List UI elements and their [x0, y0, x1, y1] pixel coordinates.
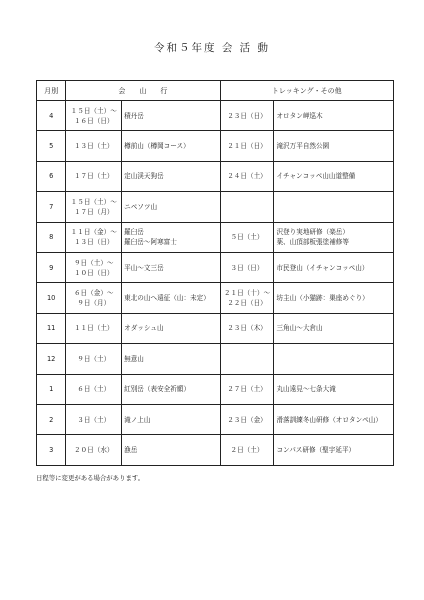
trekking-date-cell-line: ２１日（日）	[227, 142, 267, 151]
trekking-name-cell	[274, 222, 394, 252]
header-trekking: トレッキング・その他	[220, 81, 394, 101]
trekking-date-cell	[220, 161, 274, 191]
table-row	[37, 192, 394, 222]
trekking-date-cell	[220, 313, 274, 343]
mountain-name-cell-line: 羅臼岳～阿寒富士	[124, 238, 177, 247]
mountain-date-cell-line: １１日（金）～	[70, 228, 117, 237]
month-cell: 3	[37, 435, 66, 465]
mountain-date-cell	[66, 404, 122, 434]
trekking-date-cell	[220, 222, 274, 252]
header-mountain: 会 山 行	[66, 81, 220, 101]
trekking-name-cell	[274, 313, 394, 343]
trekking-date-cell	[220, 283, 274, 313]
mountain-date-cell-line: ９日（月）	[77, 299, 111, 308]
trekking-name-cell	[274, 161, 394, 191]
table-row	[37, 344, 394, 374]
month-cell: 2	[37, 404, 66, 434]
mountain-date-cell-line: １５日（土）～	[70, 197, 117, 206]
trekking-date-cell	[220, 374, 274, 404]
mountain-name-cell-line: 積丹岳	[124, 111, 144, 120]
mountain-date-cell-line: ９日（土）～	[73, 258, 114, 267]
trekking-name-cell-line: 滝沢万平自然公園	[276, 142, 330, 151]
month-cell: 6	[37, 161, 66, 191]
mountain-date-cell-line: １６日（日）	[73, 116, 114, 125]
table-row	[37, 435, 394, 465]
trekking-name-cell-line: 沢登り実地研修（楽岳）	[276, 228, 349, 237]
mountain-date-cell-line: １０日（日）	[73, 268, 114, 277]
mountain-name-cell	[122, 435, 220, 465]
mountain-date-cell	[66, 101, 122, 131]
trekking-date-cell-line: ３日（日）	[230, 263, 264, 272]
trekking-date-cell-line: ２日（土）	[230, 445, 264, 454]
trekking-date-cell-line: ５日（土）	[230, 233, 264, 242]
month-cell: 11	[37, 313, 66, 343]
mountain-date-cell	[66, 192, 122, 222]
trekking-name-cell-line: 三角山～大倉山	[276, 324, 323, 333]
table-row	[37, 313, 394, 343]
mountain-name-cell-line: 樽前山（樽岡コース）	[124, 142, 190, 151]
table-row	[37, 161, 394, 191]
trekking-name-cell	[274, 283, 394, 313]
table-row	[37, 222, 394, 252]
table-row	[37, 101, 394, 131]
trekking-date-cell	[220, 404, 274, 434]
mountain-date-cell-line: １７日（月）	[73, 207, 114, 216]
trekking-date-cell	[220, 252, 274, 282]
trekking-name-cell-line: コンパス研修（聖宇延平）	[276, 445, 356, 454]
page-title: 令和５年度 会 活 動	[153, 42, 270, 54]
mountain-name-cell-line: ニペソツ山	[124, 202, 158, 211]
mountain-date-cell	[66, 435, 122, 465]
mountain-name-cell-line: 紅別岳（表安全祈願）	[124, 385, 191, 394]
mountain-name-cell-line: 漁岳	[124, 445, 138, 454]
month-cell: 10	[37, 283, 66, 313]
trekking-date-cell	[220, 192, 274, 222]
mountain-date-cell	[66, 283, 122, 313]
trekking-name-cell-line: 薬、山頂部板張塗補修等	[276, 238, 349, 247]
mountain-name-cell-line: オダッシュ山	[124, 324, 164, 333]
mountain-date-cell-line: ６日（土）	[77, 385, 111, 394]
month-cell: 8	[37, 222, 66, 252]
trekking-name-cell-line: 丸山遠見～七条大滝	[276, 385, 336, 394]
trekking-name-cell-line: 滑落訓練冬山研修（オロタンペ山）	[276, 415, 382, 424]
trekking-date-cell-line: ２３日（木）	[227, 324, 267, 333]
trekking-name-cell	[274, 131, 394, 161]
trekking-name-cell	[274, 404, 394, 434]
trekking-date-cell	[220, 344, 274, 374]
table-row	[37, 252, 394, 282]
trekking-name-cell-line: 坊主山（小猫跡：巣座めぐり）	[276, 294, 369, 303]
trekking-name-cell	[274, 344, 394, 374]
mountain-date-cell-line: ６日（金）～	[73, 289, 114, 298]
trekking-name-cell-line: イチャンコッペ山山道整備	[276, 172, 356, 181]
schedule-table	[36, 80, 394, 466]
trekking-date-cell-line: ２４日（土）	[227, 172, 267, 181]
mountain-name-cell-line: 羅臼岳	[124, 228, 144, 237]
table-header-row	[37, 81, 394, 101]
month-cell: 5	[37, 131, 66, 161]
month-cell: 7	[37, 192, 66, 222]
mountain-date-cell-line: １３日（日）	[73, 238, 114, 247]
mountain-name-cell	[122, 404, 220, 434]
mountain-date-cell	[66, 222, 122, 252]
mountain-name-cell-line: 東北の山へ遠征（山：未定）	[124, 294, 210, 303]
table-row	[37, 283, 394, 313]
mountain-name-cell-line: 無意山	[124, 354, 144, 363]
trekking-name-cell	[274, 374, 394, 404]
month-cell: 4	[37, 101, 66, 131]
mountain-name-cell-line: 平山～文三岳	[124, 263, 164, 272]
trekking-name-cell	[274, 435, 394, 465]
mountain-date-cell	[66, 252, 122, 282]
mountain-name-cell	[122, 101, 220, 131]
mountain-name-cell	[122, 192, 220, 222]
footnote: 日程等に変更がある場合があります。	[36, 474, 145, 482]
mountain-date-cell-line: ９日（土）	[77, 354, 111, 363]
mountain-name-cell	[122, 222, 220, 252]
month-cell: 12	[37, 344, 66, 374]
mountain-name-cell	[122, 283, 220, 313]
header-month: 月別	[37, 81, 66, 101]
trekking-name-cell	[274, 252, 394, 282]
table-row	[37, 131, 394, 161]
trekking-name-cell	[274, 101, 394, 131]
trekking-name-cell-line: オロタン岬巡木	[276, 111, 323, 120]
mountain-date-cell	[66, 313, 122, 343]
mountain-date-cell	[66, 344, 122, 374]
trekking-date-cell	[220, 131, 274, 161]
mountain-name-cell-line: 定山渓天狗岳	[124, 172, 164, 181]
trekking-date-cell-line: ２３日（金）	[227, 415, 267, 424]
mountain-name-cell	[122, 344, 220, 374]
trekking-date-cell-line: ２１日（十）～	[223, 289, 271, 298]
mountain-name-cell	[122, 374, 220, 404]
month-cell: 1	[37, 374, 66, 404]
mountain-date-cell-line: １５日（土）～	[70, 106, 117, 115]
mountain-date-cell-line: １７日（土）	[73, 172, 114, 181]
mountain-name-cell	[122, 252, 220, 282]
table-row	[37, 404, 394, 434]
mountain-name-cell-line: 滝ノ上山	[124, 415, 151, 424]
trekking-date-cell-line: ２２日（日）	[227, 299, 267, 308]
trekking-date-cell	[220, 435, 274, 465]
mountain-date-cell-line: ３日（土）	[77, 415, 111, 424]
mountain-date-cell-line: １１日（土）	[73, 324, 114, 333]
trekking-name-cell-line: 市民登山（イチャンコッペ山）	[276, 263, 369, 272]
month-cell: 9	[37, 252, 66, 282]
table-row	[37, 374, 394, 404]
mountain-date-cell	[66, 374, 122, 404]
mountain-date-cell-line: ２０日（水）	[73, 445, 114, 454]
mountain-name-cell	[122, 313, 220, 343]
mountain-date-cell	[66, 131, 122, 161]
mountain-date-cell-line: １３日（土）	[73, 142, 114, 151]
trekking-date-cell	[220, 101, 274, 131]
trekking-date-cell-line: ２３日（日）	[227, 111, 267, 120]
mountain-date-cell	[66, 161, 122, 191]
trekking-date-cell-line: ２７日（土）	[227, 385, 267, 394]
trekking-name-cell	[274, 192, 394, 222]
mountain-name-cell	[122, 131, 220, 161]
mountain-name-cell	[122, 161, 220, 191]
